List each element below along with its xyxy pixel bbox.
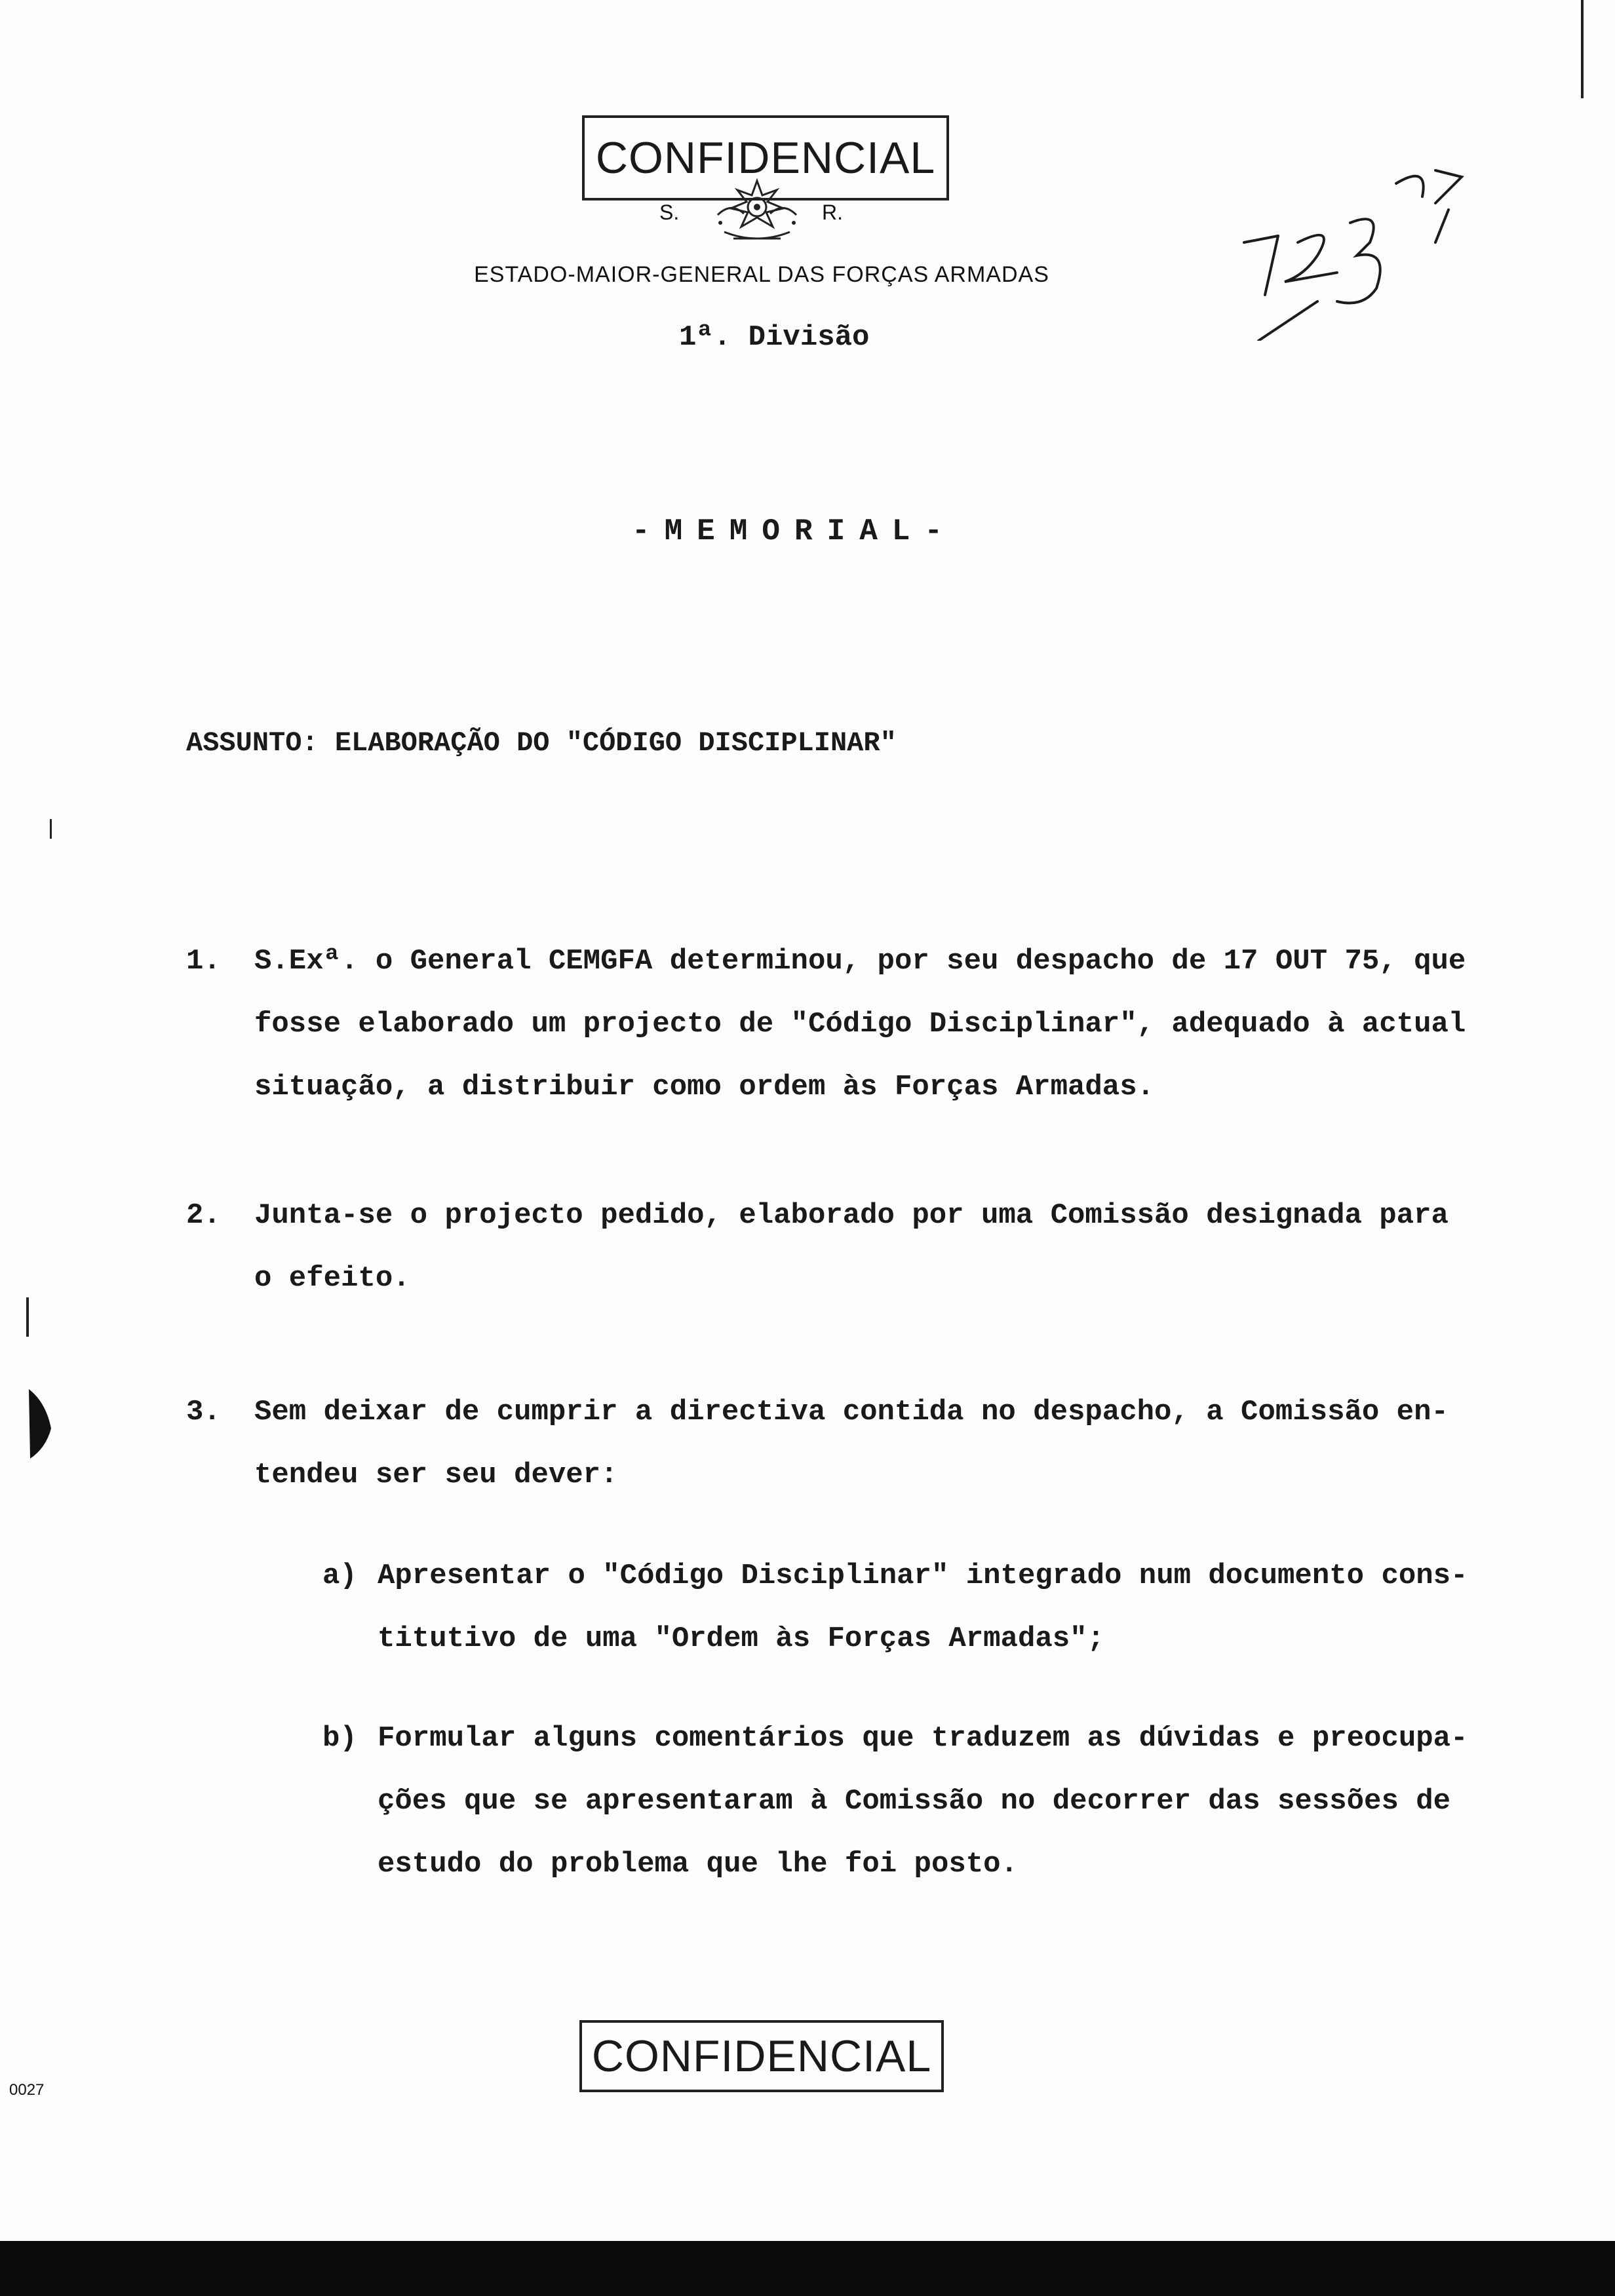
- paragraph-number-1: 1.: [186, 945, 221, 978]
- confidential-stamp-top-text: CONFIDENCIAL: [595, 133, 936, 183]
- paragraph-1-line-3: situação, a distribuir como ordem às Forças Armadas.: [254, 1071, 1155, 1103]
- paragraph-3-line-2: tendeu ser seu dever:: [254, 1459, 618, 1491]
- scan-artifact-mark: [50, 819, 52, 839]
- scan-blot-left-icon: [20, 1376, 59, 1468]
- confidential-stamp-bottom-text: CONFIDENCIAL: [591, 2031, 932, 2081]
- subitem-a-line-2: titutivo de uma "Ordem às Forças Armadas";: [378, 1622, 1104, 1655]
- document-type-text: -MEMORIAL-: [631, 514, 958, 548]
- scan-artifact-mark: [26, 1297, 29, 1337]
- confidential-stamp-bottom: [579, 2020, 944, 2092]
- coat-of-arms-emblem-icon: [705, 176, 809, 246]
- division-heading: 1ª. Divisão: [679, 321, 870, 354]
- emblem-left-letter: S.: [659, 201, 680, 224]
- subitem-b-line-1: Formular alguns comentários que traduzem as dúvidas e preocupa-: [378, 1722, 1468, 1755]
- handwritten-reference-text: 327: [1239, 144, 1240, 145]
- subitem-a-line-1: Apresentar o "Código Disciplinar" integrado num documento cons-: [378, 1559, 1468, 1592]
- scan-bottom-edge: [0, 2241, 1615, 2296]
- paragraph-number-2: 2.: [186, 1199, 221, 1232]
- emblem-right-letter: R.: [822, 201, 843, 224]
- scan-artifact-mark: [1581, 0, 1584, 98]
- subitem-label-b: b): [322, 1722, 357, 1755]
- organization-heading-text: ESTADO-MAIOR-GENERAL DAS FORÇAS ARMADAS: [474, 262, 1049, 287]
- document-type-heading: [0, 514, 1615, 548]
- paragraph-3-line-1: Sem deixar de cumprir a directiva contida no despacho, a Comissão en-: [254, 1396, 1449, 1428]
- subitem-b-line-3: estudo do problema que lhe foi posto.: [378, 1848, 1018, 1881]
- paragraph-number-3: 3.: [186, 1396, 221, 1428]
- paragraph-2-line-1: Junta-se o projecto pedido, elaborado por uma Comissão designada para: [254, 1199, 1449, 1232]
- subject-line: ASSUNTO: ELABORAÇÃO DO "CÓDIGO DISCIPLINAR": [186, 727, 897, 759]
- paragraph-1-line-2: fosse elaborado um projecto de "Código Disciplinar", adequado à actual: [254, 1008, 1466, 1041]
- margin-archive-code: 0027: [9, 2081, 45, 2099]
- subitem-label-a: a): [322, 1559, 357, 1592]
- paragraph-1-line-1: S.Exª. o General CEMGFA determinou, por seu despacho de 17 OUT 75, que: [254, 945, 1466, 978]
- subitem-b-line-2: ções que se apresentaram à Comissão no decorrer das sessões de: [378, 1785, 1451, 1818]
- paragraph-2-line-2: o efeito.: [254, 1262, 410, 1295]
- handwritten-reference-number: [1239, 144, 1488, 341]
